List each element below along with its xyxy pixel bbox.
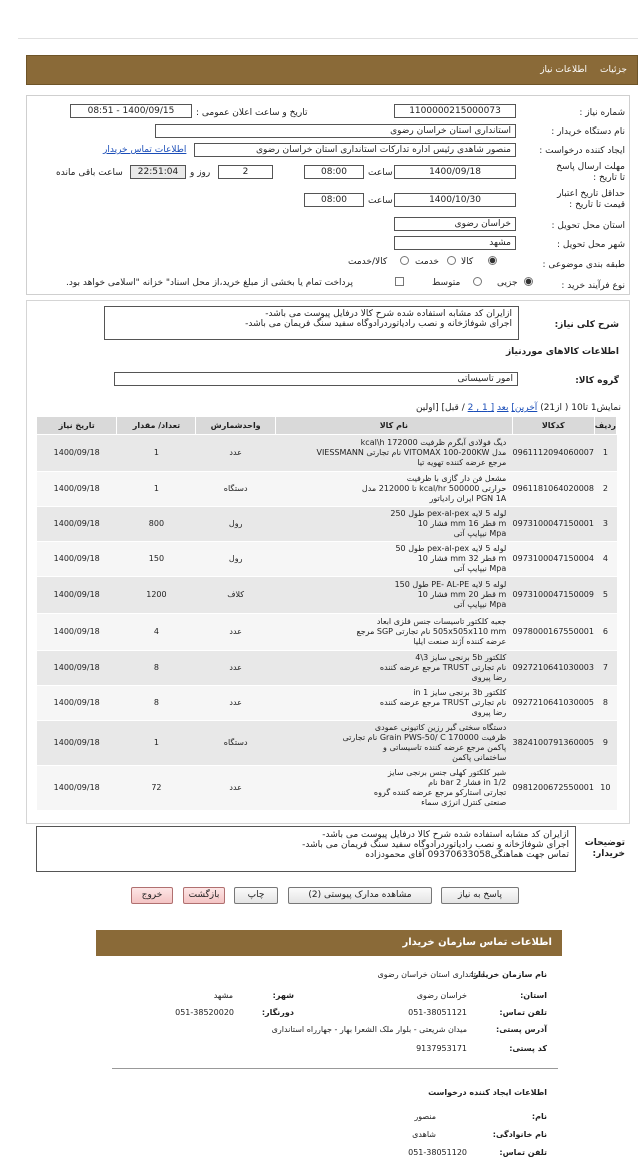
pager-prev: قبل]	[441, 403, 459, 413]
row-number-cell: 1	[594, 435, 616, 472]
goods-name-line: کلکتور 5b برنجی سایز 3\4	[415, 653, 507, 662]
contact-phone-label: تلفن تماس:	[499, 1008, 547, 1017]
goods-name-line: پاکمن مرجع عرضه کننده تاسیساتی و	[383, 743, 507, 752]
need-number-label: شماره نیاز :	[579, 108, 625, 118]
goods-code-cell: 0961112094060007	[512, 435, 594, 472]
announce-date-label: تاریخ و ساعت اعلان عمومی :	[196, 108, 308, 118]
contact-title: اطلاعات تماس سازمان خریدار	[402, 937, 552, 948]
radio-selected-icon	[488, 256, 497, 265]
goods-code-cell: 0927210641030003	[512, 651, 594, 686]
deadline-date-field: 1400/09/18	[394, 165, 516, 179]
table-row	[37, 766, 617, 811]
validity-time-field: 08:00	[304, 193, 364, 207]
goods-code-cell: 3824100791360005	[512, 721, 594, 766]
goods-name-line: ساختمانی پاکمن	[452, 753, 507, 762]
row-number-cell: 2	[594, 472, 616, 507]
buyer-notes-box	[36, 826, 576, 872]
row-number-cell: 4	[594, 542, 616, 577]
goods-name-cell	[275, 577, 512, 614]
pager-close: )	[540, 403, 544, 413]
row-number-cell: 10	[594, 766, 616, 811]
goods-name-line: حرارتی 500000 kcal/hr تا 212000 مدل	[361, 484, 507, 493]
goods-name-line: عرضه کننده آژند صنعت ایلیا	[413, 637, 507, 646]
goods-name-line: لوله 5 لایه pex-al-pex طول 50	[395, 544, 507, 553]
row-number-cell: 8	[594, 686, 616, 721]
quantity-cell: 1	[117, 472, 196, 507]
goods-name-cell	[275, 435, 512, 472]
need-date-cell: 1400/09/18	[37, 721, 117, 766]
buyer-org-label: نام دستگاه خریدار :	[551, 127, 625, 137]
quantity-cell: 150	[117, 542, 196, 577]
need-date-cell: 1400/09/18	[37, 614, 117, 651]
goods-name-cell	[275, 651, 512, 686]
pager-to: 10	[571, 403, 583, 413]
goods-name-cell	[275, 721, 512, 766]
process-partial-radio[interactable]	[524, 277, 533, 287]
category-service-radio[interactable]	[447, 256, 456, 266]
pager-sep: /	[461, 403, 465, 413]
unit-cell: رول	[196, 507, 275, 542]
need-summary-line2: اجرای شوفاژخانه و نصب رادیاتوردرادوگاه سفید سنگ فریمان می باشد-	[245, 319, 512, 329]
creator-field: منصور شاهدی رئیس اداره تدارکات استانداری استان خراسان رضوی	[194, 143, 516, 157]
reply-button[interactable]: پاسخ به نیاز	[441, 887, 519, 904]
province-label: استان محل تحویل :	[551, 221, 625, 231]
deadline-time-field: 08:00	[304, 165, 364, 179]
row-number-cell: 7	[594, 651, 616, 686]
need-number-field: 1100000215000073	[394, 104, 516, 118]
creator-phone-label: تلفن تماس:	[499, 1148, 547, 1157]
goods-name-cell	[275, 614, 512, 651]
radio-icon	[447, 256, 456, 265]
pager-show: نمایش	[596, 403, 621, 413]
table-row	[37, 435, 617, 472]
goods-name-cell	[275, 472, 512, 507]
table-row	[37, 577, 617, 614]
validity-date-field: 1400/10/30	[394, 193, 516, 207]
days-label: روز و	[190, 168, 211, 178]
buyer-notes-line2: اجرای شوفاژخانه و نصب رادیاتوردرادوگاه سفید سنگ فریمان می باشد-	[302, 840, 569, 850]
buyer-notes-line3: تماس جهت هماهنگی09370633058 آقای محمودزاده	[365, 850, 569, 860]
col-unit-header: واحدشمارش	[196, 417, 275, 435]
creator-label: ایجاد کننده درخواست :	[539, 146, 625, 156]
unit-cell: عدد	[196, 686, 275, 721]
goods-name-cell	[275, 507, 512, 542]
quantity-cell: 1200	[117, 577, 196, 614]
exit-button[interactable]: خروج	[131, 887, 173, 904]
category-goods-radio[interactable]	[488, 256, 497, 266]
pager-from: 1	[590, 403, 597, 413]
contact-province-label: استان:	[520, 991, 547, 1000]
goods-name-cell	[275, 766, 512, 811]
pager-last-link[interactable]: آخرین]	[511, 403, 538, 413]
goods-name-line: جعبه کلکتور تاسیسات جنس فلزی ابعاد	[376, 617, 507, 626]
goods-table-header	[37, 417, 617, 435]
unit-cell: رول	[196, 542, 275, 577]
remaining-time-field: 22:51:04	[130, 165, 186, 179]
goods-group-label: گروه کالا:	[575, 376, 619, 386]
table-row	[37, 651, 617, 686]
announce-date-field: 1400/09/15 - 08:51	[70, 104, 192, 118]
unit-cell: کلاف	[196, 577, 275, 614]
contact-org-value: استانداری استان خراسان رضوی	[377, 970, 485, 979]
process-partial-label: جزیی	[497, 278, 518, 288]
contact-postal-label: کد پستی:	[509, 1044, 547, 1053]
radio-selected-icon	[524, 277, 533, 286]
goods-name-line: m قطر 32 mm فشار 10	[417, 554, 507, 563]
contact-address-label: آدرس پستی:	[496, 1025, 547, 1034]
province-field: خراسان رضوی	[394, 217, 516, 231]
need-date-cell: 1400/09/18	[37, 507, 117, 542]
goods-name-line: Mpa نیپایپ آتی	[453, 600, 507, 609]
contact-address-value: میدان شریعتی - بلوار ملک الشعرا بهار - جهارراه استانداری	[271, 1025, 467, 1034]
contact-header-bar	[96, 930, 562, 956]
row-number-cell: 5	[594, 577, 616, 614]
unit-cell: دستگاه	[196, 721, 275, 766]
goods-name-line: ظرفیت 170000 Grain PWS-50/ C نام تجارتی	[342, 733, 507, 742]
back-button[interactable]: بازگشت	[183, 887, 225, 904]
col-row-header: ردیف	[594, 417, 616, 435]
contact-fax-value: 051-38520020	[175, 1008, 234, 1017]
process-medium-label: متوسط	[432, 278, 461, 288]
tab-details[interactable]: جزئیات	[600, 65, 627, 75]
table-row	[37, 472, 617, 507]
category-label: طبقه بندی موضوعی :	[542, 260, 625, 270]
goods-name-line: کلکتور 3b برنجی سایز 1 in	[413, 688, 507, 697]
need-date-cell: 1400/09/18	[37, 577, 117, 614]
goods-name-line: m قطر 20 mm فشار 10	[417, 590, 507, 599]
quantity-cell: 72	[117, 766, 196, 811]
category-goods-service-label: کالا/خدمت	[348, 257, 388, 267]
category-goods-service-radio[interactable]	[400, 256, 409, 266]
pager-next-link[interactable]: بعد	[496, 403, 509, 413]
print-button[interactable]: چاپ	[234, 887, 278, 904]
goods-name-line: Mpa نیپایپ آتی	[453, 529, 507, 538]
goods-name-line: تجارتی استارکو مرجع عرضه کننده گروه	[373, 788, 507, 797]
payment-checkbox[interactable]	[395, 277, 404, 287]
quantity-cell: 8	[117, 651, 196, 686]
table-row	[37, 686, 617, 721]
quantity-cell: 800	[117, 507, 196, 542]
pager-first: [اولین	[415, 403, 439, 413]
table-row	[37, 614, 617, 651]
table-row	[37, 721, 617, 766]
top-divider	[18, 38, 638, 39]
goods-title: اطلاعات کالاهای موردنیاز	[505, 347, 619, 357]
need-date-cell: 1400/09/18	[37, 542, 117, 577]
radio-icon	[400, 256, 409, 265]
deadline-label: مهلت ارسال پاسخ تا تاریخ :	[556, 162, 625, 183]
quantity-cell: 1	[117, 435, 196, 472]
need-summary-box	[104, 306, 519, 340]
goods-name-line: رضا پیروی	[471, 673, 507, 682]
creator-name-value: منصور	[414, 1112, 436, 1121]
need-summary-line1: ازایران کد مشابه استفاده شده شرح کالا درفایل پیوست می باشد-	[265, 309, 512, 319]
city-label: شهر محل تحویل :	[556, 240, 625, 250]
unit-cell: عدد	[196, 651, 275, 686]
row-number-cell: 9	[594, 721, 616, 766]
contact-city-label: شهر:	[272, 991, 294, 1000]
creator-family-label: نام خانوادگی:	[492, 1130, 547, 1139]
need-date-cell: 1400/09/18	[37, 651, 117, 686]
goods-name-line: مرجع عرضه کننده تهویه تیا	[417, 458, 507, 467]
goods-code-cell: 0927210641030005	[512, 686, 594, 721]
validity-time-label: ساعت	[368, 196, 393, 206]
goods-code-cell: 0973100047150009	[512, 577, 594, 614]
process-medium-radio[interactable]	[473, 277, 482, 287]
goods-name-line: 1/2 in فشار 2 bar نام	[428, 778, 507, 787]
goods-name-line: نام تجارتی TRUST مرجع عرضه کننده	[379, 663, 507, 672]
goods-name-line: m قطر 16 mm فشار 10	[417, 519, 507, 528]
quantity-cell: 1	[117, 721, 196, 766]
goods-name-line: لوله 5 لایه PE- AL-PE طول 150	[394, 580, 507, 589]
goods-name-line: 505x505x110 mm نام تجارتی SGP مرجع	[356, 627, 507, 636]
goods-name-cell	[275, 686, 512, 721]
need-summary-label: شرح کلی نیاز:	[554, 320, 619, 330]
category-service-label: خدمت	[415, 257, 439, 267]
col-code-header: کدکالا	[512, 417, 594, 435]
table-row	[37, 542, 617, 577]
goods-name-line: PGN 1A ایران رادیاتور	[429, 494, 507, 503]
checkbox-icon	[395, 277, 404, 286]
goods-code-cell: 0973100047150001	[512, 507, 594, 542]
goods-group-field: امور تاسیساتی	[114, 372, 518, 386]
contact-postal-value: 9137953171	[416, 1044, 467, 1053]
goods-name-line: دیگ فولادی آبگرم ظرفیت 172000 kcal\h	[360, 438, 507, 447]
attachments-button[interactable]: مشاهده مدارک پیوستی (2)	[288, 887, 432, 904]
process-label: نوع فرآیند خرید :	[561, 281, 625, 291]
goods-code-cell: 0961181064020008	[512, 472, 594, 507]
goods-name-line: لوله 5 لایه pex-al-pex طول 250	[390, 509, 507, 518]
page-header-bar	[26, 55, 638, 85]
pager	[416, 403, 621, 413]
goods-name-line: مدل VITOMAX 100-200KW نام تجارتی VIESSMANN	[316, 448, 507, 457]
contact-province-value: خراسان رضوی	[416, 991, 467, 1000]
unit-cell: عدد	[196, 435, 275, 472]
goods-name-line: شیر کلکتور کهلی جنس برنجی سایز	[387, 768, 507, 777]
category-goods-label: کالا	[461, 257, 474, 267]
creator-family-value: شاهدی	[412, 1130, 436, 1139]
col-name-header: نام کالا	[275, 417, 512, 435]
validity-label: حداقل تاریخ اعتبار قیمت تا تاریخ :	[557, 189, 625, 210]
goods-name-line: صنعتی کنترل انرژی سماء	[421, 798, 507, 807]
pager-pages[interactable]: [ 1 , 2	[467, 403, 495, 413]
row-number-cell: 6	[594, 614, 616, 651]
unit-cell: دستگاه	[196, 472, 275, 507]
tab-need-info[interactable]: اطلاعات نیاز	[540, 65, 587, 75]
table-row	[37, 507, 617, 542]
col-qty-header: تعداد/ مقدار	[117, 417, 196, 435]
contact-org-label: نام سازمان خریدار:	[470, 970, 547, 979]
payment-note: پرداخت تمام یا بخشی از مبلغ خرید،از محل اسناد" خزانه "اسلامی خواهد بود.	[66, 278, 354, 288]
buyer-notes-label: توضیحات خریدار:	[584, 838, 625, 859]
col-date-header: تاریخ نیاز	[37, 417, 117, 435]
quantity-cell: 8	[117, 686, 196, 721]
contact-phone-value: 051-38051121	[408, 1008, 467, 1017]
goods-name-line: نام تجارتی TRUST مرجع عرضه کننده	[379, 698, 507, 707]
goods-name-line: Mpa نیپایپ آتی	[453, 564, 507, 573]
creator-info-title: اطلاعات ایجاد کننده درخواست	[428, 1088, 547, 1097]
goods-code-cell: 0978000167550001	[512, 614, 594, 651]
remaining-days-field: 2	[218, 165, 273, 179]
need-date-cell: 1400/09/18	[37, 472, 117, 507]
remaining-label: ساعت باقی مانده	[56, 168, 123, 178]
goods-name-line: دستگاه سختی گیر رزین کاتیونی عمودی	[374, 723, 507, 732]
goods-name-line: مشعل فن دار گازی با ظرفیت	[406, 474, 507, 483]
goods-table	[36, 416, 617, 811]
goods-name-cell	[275, 542, 512, 577]
goods-code-cell: 0981200672550001	[512, 766, 594, 811]
radio-icon	[473, 277, 482, 286]
quantity-cell: 4	[117, 614, 196, 651]
row-number-cell: 3	[594, 507, 616, 542]
need-date-cell: 1400/09/18	[37, 686, 117, 721]
buyer-contact-link[interactable]: اطلاعات تماس خریدار	[103, 145, 187, 155]
deadline-time-label: ساعت	[368, 168, 393, 178]
need-date-cell: 1400/09/18	[37, 766, 117, 811]
creator-phone-value: 051-38051120	[408, 1148, 467, 1157]
unit-cell: عدد	[196, 766, 275, 811]
pager-of: ( از	[555, 403, 569, 413]
pager-to-label: تا	[582, 403, 588, 413]
buyer-org-field: استانداری استان خراسان رضوی	[155, 124, 516, 138]
contact-city-value: مشهد	[213, 991, 233, 1000]
buyer-notes-line1: ازایران کد مشابه استفاده شده شرح کالا درفایل پیوست می باشد-	[322, 830, 569, 840]
pager-total: 21	[543, 403, 556, 413]
goods-name-line: رضا پیروی	[471, 708, 507, 717]
contact-fax-label: دورنگار:	[261, 1008, 294, 1017]
city-field: مشهد	[394, 236, 516, 250]
creator-name-label: نام:	[531, 1112, 547, 1121]
goods-code-cell: 0973100047150004	[512, 542, 594, 577]
need-date-cell: 1400/09/18	[37, 435, 117, 472]
contact-divider	[112, 1068, 558, 1069]
unit-cell: عدد	[196, 614, 275, 651]
